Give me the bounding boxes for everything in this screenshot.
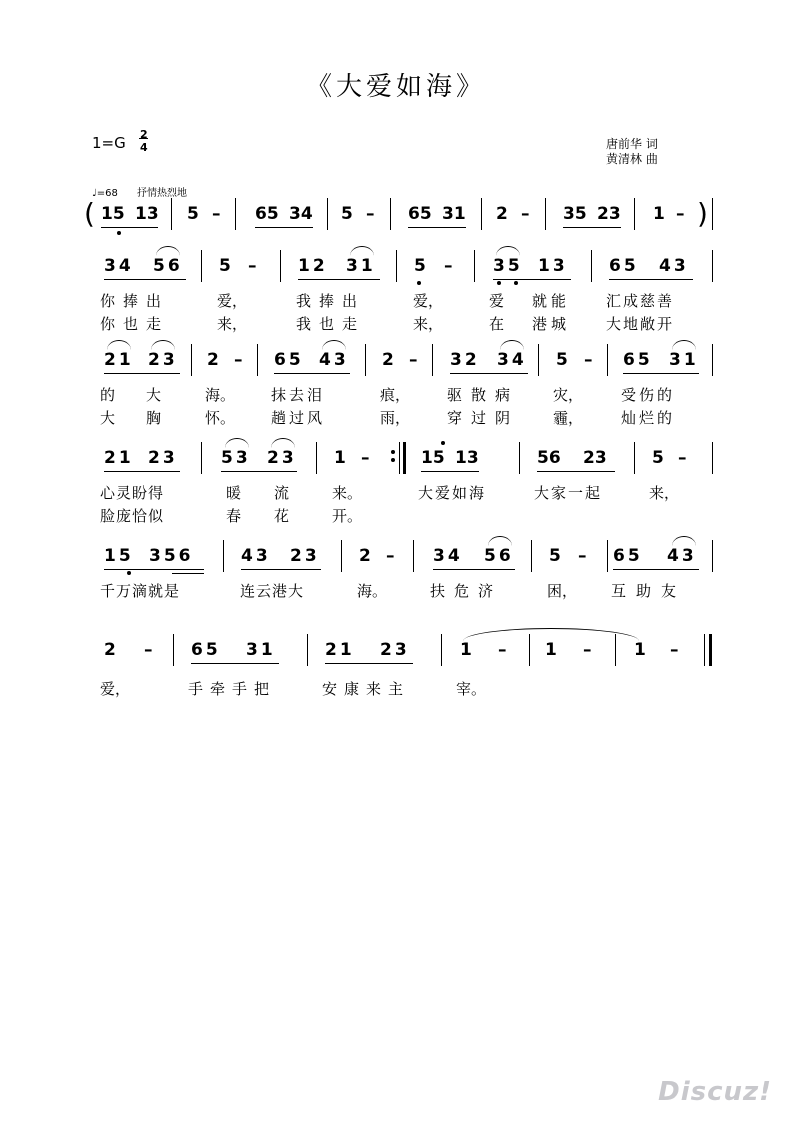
final-bar [709,634,712,666]
lyric: 海。 [205,386,236,404]
lyric: 来， [413,315,444,333]
low-dot [417,281,421,285]
slur [271,438,295,448]
lyric: 你捧出 [100,292,170,310]
note: 5 [556,350,568,370]
lyric: 爱， [413,292,444,310]
bar-line [712,540,713,572]
underline [172,573,204,574]
lyric: 大家一起 [534,484,603,502]
dash: – [678,448,687,468]
repeat-dots [391,446,395,466]
bar-line [519,442,520,474]
lyric: 心灵盼得 [100,484,165,502]
score-line-6 [0,632,792,702]
slur [672,340,696,350]
watermark-logo: Discuz! [658,1077,772,1107]
note: 43 [667,546,697,566]
bar-line [201,442,202,474]
underline [613,569,699,570]
lyric: 爱， [100,680,131,698]
lyric: 安康来主 [322,680,411,698]
song-title: 《大爱如海》 [305,72,486,102]
lyric: 霾， [553,409,584,427]
dash: – [444,256,453,276]
note: 5 [187,204,199,224]
lyric: 爱， [217,292,248,310]
slur [225,438,249,448]
slur [107,340,131,350]
bar-line [341,540,342,572]
bar-line [607,540,608,572]
bar-line [191,344,192,376]
note: 1 [545,640,557,660]
bar-line [327,198,328,230]
note: 23 [583,448,607,468]
lyric: 开。 [332,507,363,525]
lyric: 大地敞开 [606,315,675,333]
bar-line [615,634,616,666]
bar-line [474,250,475,282]
dash: – [521,204,530,224]
bar-line [531,540,532,572]
slur [500,340,524,350]
lyric: 流 [274,484,290,502]
lyric: 痕， [380,386,411,404]
note: 34 [104,256,134,276]
lyric: 在 [489,315,505,333]
score-line-1 [0,198,792,238]
low-dot [117,231,121,235]
dash: – [234,350,243,370]
lyric: 灿烂的 [621,409,676,427]
bar-line [432,344,433,376]
note: 2 [207,350,219,370]
note: 2 [359,546,371,566]
lyric: 海。 [357,582,388,600]
dash: – [578,546,587,566]
bar-line [223,540,224,572]
note: 2 [104,640,116,660]
high-dot [441,441,445,445]
low-dot [127,571,131,575]
lyric: 花 [274,507,290,525]
underline [221,471,297,472]
underline [325,663,413,664]
bar-line [712,250,713,282]
note: 1 [460,640,472,660]
lyric: 大爱如海 [418,484,487,502]
underline [450,373,528,374]
note: 31 [346,256,376,276]
note: 5 [414,256,426,276]
underline [563,227,621,228]
credits [606,137,658,167]
dash: – [583,640,592,660]
lyric: 灾， [553,386,584,404]
note: 15 [101,204,125,224]
note: 21 [104,448,134,468]
score-line-2 [0,248,792,338]
dash: – [670,640,679,660]
underline [421,471,479,472]
underline [104,279,186,280]
lyric: 趟过风 [271,409,326,427]
lyric: 胸 [146,409,162,427]
lyric: 的 [100,386,116,404]
bar-line [396,250,397,282]
note: 13 [538,256,568,276]
note: 65 [191,640,221,660]
lyric: 来。 [332,484,363,502]
tempo-mark: ♩=68 [92,188,118,199]
note: 1 [653,204,665,224]
key-label: 1=G [92,134,126,152]
expression-mark: 抒情热烈地 [137,188,188,199]
note: 65 [274,350,304,370]
note: 15 [104,546,134,566]
note: 5 [652,448,664,468]
note: 31 [669,350,699,370]
note: 1 [334,448,346,468]
lyric: 穿过阴 [447,409,520,427]
dash: – [212,204,221,224]
lyricist: 唐前华 词 [606,137,658,151]
bar-line [307,634,308,666]
bar-line [171,198,172,230]
lyric: 我捧出 [296,292,366,310]
note: 31 [246,640,276,660]
note: 34 [497,350,527,370]
bar-line [712,198,713,230]
lyric: 受伤的 [621,386,676,404]
bar-line [634,198,635,230]
bar-line [399,442,400,474]
note: 13 [455,448,479,468]
note: 23 [290,546,320,566]
tempo-marking [92,184,187,199]
note: 2 [496,204,508,224]
note: 65 [255,204,279,224]
dash: – [676,204,685,224]
lyric: 我也走 [296,315,366,333]
underline [274,373,350,374]
lyric: 宰。 [456,680,487,698]
bar-line [712,442,713,474]
repeat-bar [403,442,406,474]
lyric: 就能 [532,292,571,310]
dash: – [361,448,370,468]
bar-line [413,540,414,572]
note: 65 [609,256,639,276]
score-line-3 [0,342,792,432]
close-paren: ) [697,197,708,230]
bar-line [607,344,608,376]
note: 65 [408,204,432,224]
underline [623,373,699,374]
note: 31 [442,204,466,224]
note: 15 [421,448,445,468]
lyric: 大 [146,386,162,404]
slur [151,340,175,350]
note: 43 [659,256,689,276]
time-sig-line [139,138,148,139]
underline [104,471,180,472]
note: 21 [104,350,134,370]
note: 32 [450,350,480,370]
slur [350,246,374,256]
bar-line [481,198,482,230]
dash: – [248,256,257,276]
bar-line [591,250,592,282]
dash: – [386,546,395,566]
lyric: 困， [547,582,578,600]
bar-line [173,634,174,666]
lyric: 怀。 [205,409,236,427]
underline [191,663,279,664]
bar-line [390,198,391,230]
bar-line [529,634,530,666]
note: 35 [563,204,587,224]
lyric: 扶危济 [430,582,503,600]
bar-line [235,198,236,230]
note: 53 [221,448,251,468]
note: 23 [597,204,621,224]
underline [101,227,158,228]
note: 43 [241,546,271,566]
lyric: 手牵手把 [188,680,277,698]
dash: – [498,640,507,660]
bar-line [257,344,258,376]
underline [493,279,571,280]
note: 1 [634,640,646,660]
lyric: 雨， [380,409,411,427]
slur [156,246,180,256]
lyric: 来， [217,315,248,333]
bar-line [634,442,635,474]
slur [672,536,696,546]
note: 34 [433,546,463,566]
underline [537,471,615,472]
bar-line [280,250,281,282]
note: 56 [484,546,514,566]
bar-line [538,344,539,376]
lyric: 汇成慈善 [606,292,675,310]
dash: – [366,204,375,224]
slur [488,536,512,546]
note: 23 [380,640,410,660]
lyric: 暖 [226,484,242,502]
bar-line [365,344,366,376]
bar-line [441,634,442,666]
note: 43 [319,350,349,370]
underline [241,569,321,570]
score-line-5 [0,540,792,610]
underline [433,569,515,570]
bar-line [704,634,705,666]
underline [609,279,693,280]
dash: – [409,350,418,370]
note: 13 [135,204,159,224]
lyric: 来， [649,484,680,502]
note: 12 [298,256,328,276]
lyric: 爱 [489,292,505,310]
underline [408,227,466,228]
slur [322,340,346,350]
bar-line [201,250,202,282]
low-dot [514,281,518,285]
note: 2 [382,350,394,370]
time-sig-top: 2 [140,128,148,141]
note: 23 [267,448,297,468]
lyric: 连云港大 [240,582,305,600]
note: 65 [623,350,653,370]
dash: – [584,350,593,370]
note: 65 [613,546,643,566]
note: 35 [493,256,523,276]
note: 23 [148,448,178,468]
lyric: 驱散病 [447,386,520,404]
lyric: 脸庞恰似 [100,507,165,525]
lyric: 港城 [532,315,571,333]
note: 356 [149,546,194,566]
underline [104,569,204,570]
slur [496,246,520,256]
note: 23 [148,350,178,370]
key-signature [92,128,148,154]
note: 5 [549,546,561,566]
note: 56 [153,256,183,276]
lyric: 千万滴就是 [100,582,181,600]
dash: – [144,640,153,660]
bar-line [545,198,546,230]
lyric: 春 [226,507,242,525]
note: 5 [219,256,231,276]
bar-line [316,442,317,474]
underline [255,227,313,228]
lyric: 互助友 [611,582,687,600]
underline [104,373,180,374]
note: 34 [289,204,313,224]
lyric: 你也走 [100,315,170,333]
low-dot [497,281,501,285]
open-paren: ( [84,197,95,230]
note: 5 [341,204,353,224]
composer: 黄清林 曲 [606,152,658,166]
note: 56 [537,448,561,468]
time-sig-bottom: 4 [140,141,148,154]
lyric: 抹去泪 [271,386,326,404]
bar-line [712,344,713,376]
score-line-4 [0,440,792,530]
lyric: 大 [100,409,116,427]
note: 21 [325,640,355,660]
underline [298,279,380,280]
